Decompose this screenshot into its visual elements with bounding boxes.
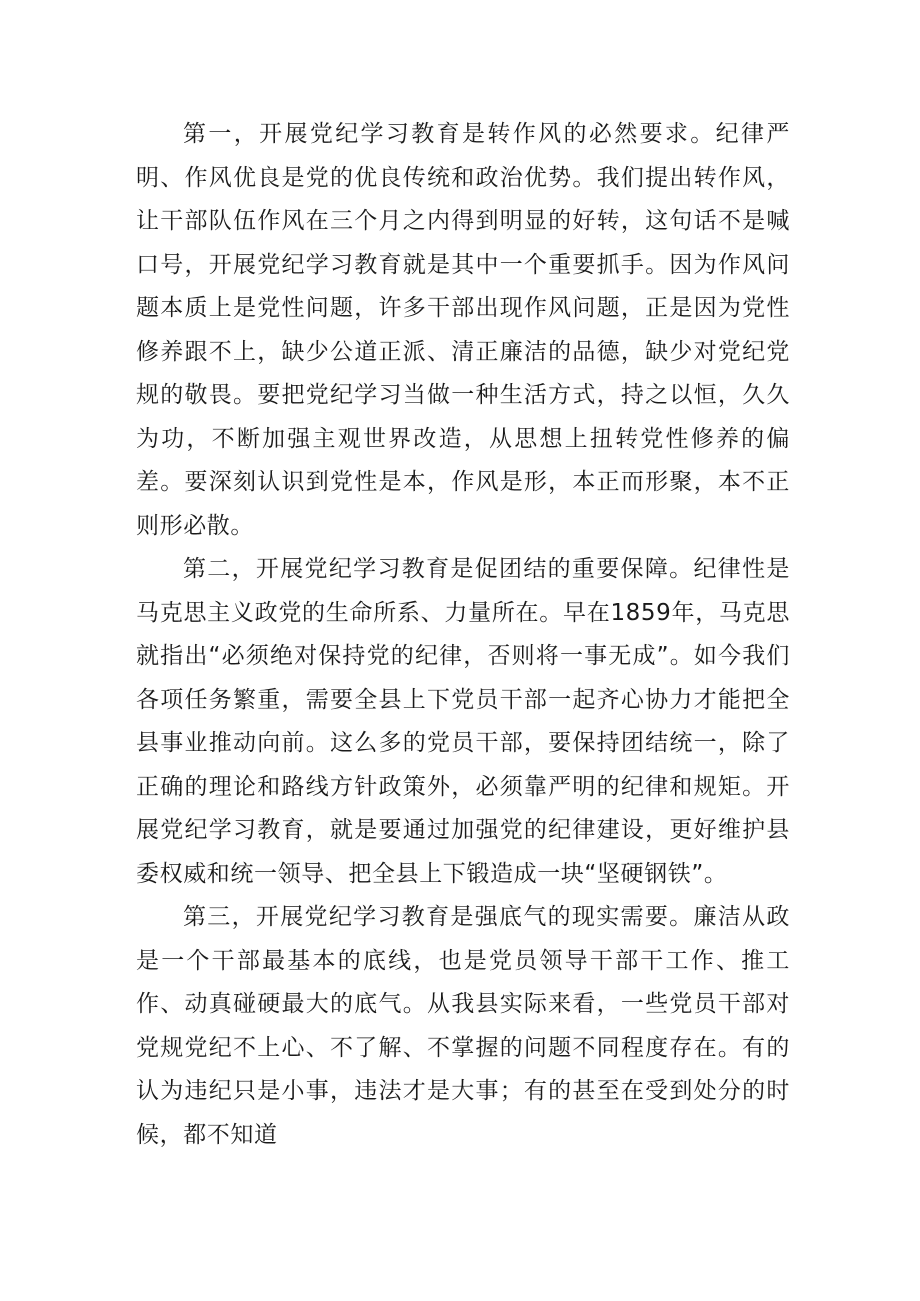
paragraph-third: 第三，开展党纪学习教育是强底气的现实需要。廉洁从政是一个干部最基本的底线，也是党员领导干部干工作、推工作、动真碰硬最大的底气。从我县实际来看，一些党员干部对党规党纪不上心、不了解、不掌握的问题不同程度存在。有的认为违纪只是小事，违法才是大事；有的甚至在受到处分的时候，都不知道: [136, 904, 790, 1148]
document-body: [136, 113, 790, 1157]
paragraph-second: 第二，开展党纪学习教育是促团结的重要保障。纪律性是马克思主义政党的生命所系、力量所在。早在1859年，马克思就指出“必须绝对保持党的纪律，否则将一事无成”。如今我们各项任务繁重，需要全县上下党员干部一起齐心协力才能把全县事业推动向前。这么多的党员干部，要保持团结统一，除了正确的理论和路线方针政策外，必须靠严明的纪律和规矩。开展党纪学习教育，就是要通过加强党的纪律建设，更好维护县委权威和统一领导、把全县上下锻造成一块“坚硬钢铁”。: [136, 556, 790, 887]
paragraph-first: 第一，开展党纪学习教育是转作风的必然要求。纪律严明、作风优良是党的优良传统和政治优势。我们提出转作风，让干部队伍作风在三个月之内得到明显的好转，这句话不是喊口号，开展党纪学习教育就是其中一个重要抓手。因为作风问题本质上是党性问题，许多干部出现作风问题，正是因为党性修养跟不上，缺少公道正派、清正廉洁的品德，缺少对党纪党规的敬畏。要把党纪学习当做一种生活方式，持之以恒，久久为功，不断加强主观世界改造，从思想上扭转党性修养的偏差。要深刻认识到党性是本，作风是形，本正而形聚，本不正则形必散。: [136, 121, 790, 539]
